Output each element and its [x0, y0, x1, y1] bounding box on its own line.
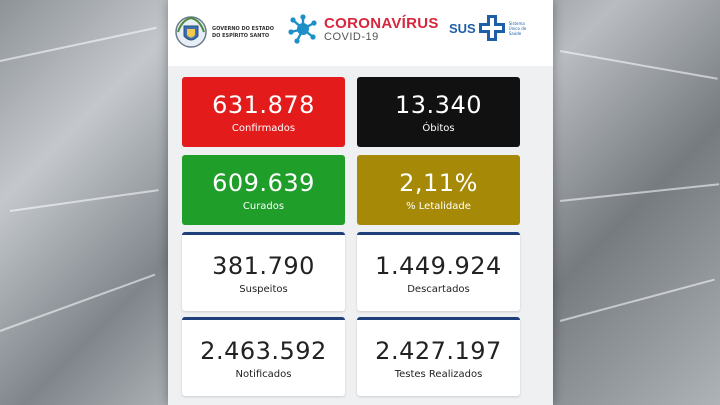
stat-label: Confirmados	[231, 122, 296, 134]
stat-value: 2.463.592	[200, 336, 327, 365]
virus-icon	[288, 14, 318, 44]
stat-label: Óbitos	[422, 122, 455, 134]
sus-logo	[449, 14, 537, 42]
stat-label: Curados	[242, 200, 285, 212]
stat-card-curados	[182, 155, 345, 225]
stat-card-letalidade	[357, 155, 520, 225]
sus-subtitle: Sistema Único de Saúde	[508, 20, 527, 36]
background-streak	[560, 279, 715, 322]
stat-card-obitos	[357, 77, 520, 147]
stat-value: 631.878	[212, 90, 315, 119]
stat-label: % Letalidade	[406, 200, 471, 212]
stat-value: 13.340	[395, 90, 482, 119]
stat-card-testes-realizados	[357, 317, 520, 396]
header-logos	[168, 0, 553, 66]
coronavirus-logo	[288, 14, 439, 44]
stat-label: Notificados	[235, 368, 292, 380]
covid-subtitle: COVID-19	[324, 31, 379, 43]
stat-card-confirmados	[182, 77, 345, 147]
government-label: GOVERNO DO ESTADO DO ESPÍRITO SANTO	[212, 26, 274, 39]
stat-value: 381.790	[212, 251, 315, 280]
background-streak	[10, 189, 159, 212]
background-streak	[560, 50, 718, 80]
coronavirus-title: CORONAVÍRUS	[324, 15, 439, 32]
stat-card-descartados	[357, 232, 520, 311]
stat-value: 2.427.197	[375, 336, 502, 365]
background-streak	[0, 27, 157, 62]
sus-label: SUS	[449, 20, 476, 36]
stat-value: 2,11%	[399, 168, 478, 197]
government-logo	[174, 14, 278, 52]
covid-dashboard-panel	[168, 0, 553, 405]
stat-value: 609.639	[212, 168, 315, 197]
sus-cross-icon	[478, 14, 506, 42]
stat-card-notificados	[182, 317, 345, 396]
stat-label: Testes Realizados	[394, 368, 483, 380]
stat-value: 1.449.924	[375, 251, 502, 280]
stat-label: Suspeitos	[239, 283, 288, 295]
state-seal-icon	[174, 14, 208, 52]
stat-card-suspeitos	[182, 232, 345, 311]
background-streak	[0, 274, 155, 332]
background-streak	[560, 183, 719, 202]
stat-label: Descartados	[407, 283, 470, 295]
